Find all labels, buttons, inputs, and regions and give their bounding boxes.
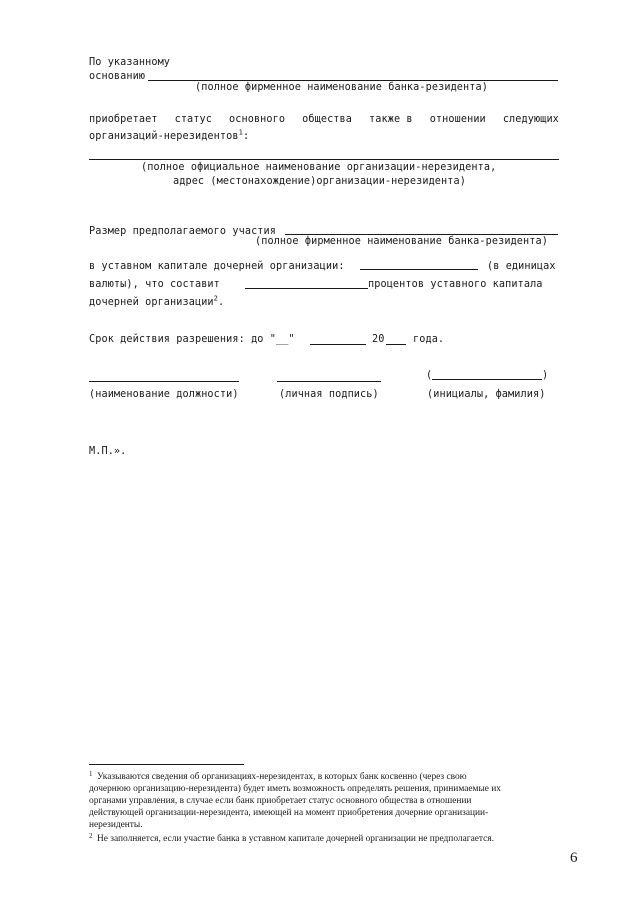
percent-label: процентов уставного капитала: [368, 279, 543, 290]
signature-caption: (личная подпись): [279, 389, 379, 400]
nonresident-caption-2: адрес (местонахождение)организации-нерезидента): [173, 176, 466, 187]
name-field[interactable]: [432, 379, 542, 380]
signature-field[interactable]: [277, 381, 381, 382]
position-caption: (наименование должности): [89, 389, 239, 400]
position-field[interactable]: [89, 381, 239, 382]
status-word: основного: [229, 114, 286, 125]
footnote-1-number: 1: [89, 770, 93, 778]
nonresidents-label: организаций-нерезидентов: [89, 131, 239, 142]
name-paren-open: (: [426, 370, 433, 381]
footnote-2-line-1: Не заполняется, если участие банка в уставном капитале дочерней организации не предполагается.: [97, 834, 494, 844]
page-number: 6: [570, 850, 578, 866]
quote-close: ": [288, 334, 295, 345]
footnote-1-line-4: действующей организации-нерезидента, имеющей на момент приобретения дочерние организации-: [89, 808, 489, 818]
status-word: общества: [302, 114, 353, 125]
nonresident-caption-1: (полное официальное наименование организации-нерезидента,: [141, 162, 497, 173]
basis-line-1: По указанному: [89, 57, 171, 68]
stamp-label: М.П.».: [89, 446, 127, 457]
units-label: (в единицах: [487, 261, 556, 272]
subsidiary-label: дочерней организации$^2$.: [89, 294, 225, 308]
participation-bank-field[interactable]: [285, 234, 558, 235]
bank-name-field[interactable]: [148, 80, 558, 81]
footnote-separator: [89, 764, 244, 765]
participation-label: Размер предполагаемого участия: [89, 226, 277, 237]
footnote-2-number: 2: [89, 832, 93, 840]
footnote-1-line-2: дочернюю организацию-нерезидента) будет иметь возможность определять решения, принимаемые их: [89, 784, 501, 794]
day-field[interactable]: __: [276, 334, 289, 345]
capital-label: в уставном капитале дочерней организации:: [89, 261, 345, 272]
capital-amount-field[interactable]: [360, 269, 478, 270]
subsidiary-text: дочерней организации: [89, 297, 214, 308]
status-word: приобретает: [89, 114, 158, 125]
footnote-1-line-1: Указываются сведения об организациях-нерезидентах, в которых банк косвенно (через свою: [97, 772, 467, 782]
bank-name-caption: (полное фирменное наименование банка-резидента): [195, 82, 488, 93]
year-field[interactable]: [386, 344, 406, 345]
percent-field[interactable]: [245, 288, 368, 289]
status-line-1: [89, 114, 559, 125]
footnote-1-line-5: нерезиденты.: [89, 820, 143, 830]
status-word: также в: [369, 114, 413, 125]
status-word: отношении: [429, 114, 486, 125]
footnote-1-line-3: органами управления, в случае если банк приобретает статус основного общества в отношении: [89, 796, 472, 806]
footnote-ref-2: 2: [213, 294, 218, 303]
quote-open: ": [269, 334, 277, 345]
validity-row: [89, 334, 295, 345]
year-prefix: 20: [372, 334, 385, 345]
footnote-ref-1: 1: [238, 128, 243, 137]
status-word: следующих: [502, 114, 559, 125]
basis-line-2: основанию: [89, 71, 146, 82]
validity-label: Срок действия разрешения: до: [89, 334, 264, 345]
month-field[interactable]: [310, 344, 366, 345]
status-word: статус: [174, 114, 212, 125]
nonresident-org-field[interactable]: [89, 159, 559, 160]
participation-caption: (полное фирменное наименование банка-резидента): [255, 236, 548, 247]
currency-label: валюты), что составит: [89, 279, 220, 290]
year-suffix: года.: [413, 334, 445, 345]
name-caption: (инициалы, фамилия): [427, 389, 546, 400]
status-line-2: организаций-нерезидентов$^1$:: [89, 128, 250, 142]
name-paren-close: ): [542, 370, 549, 381]
